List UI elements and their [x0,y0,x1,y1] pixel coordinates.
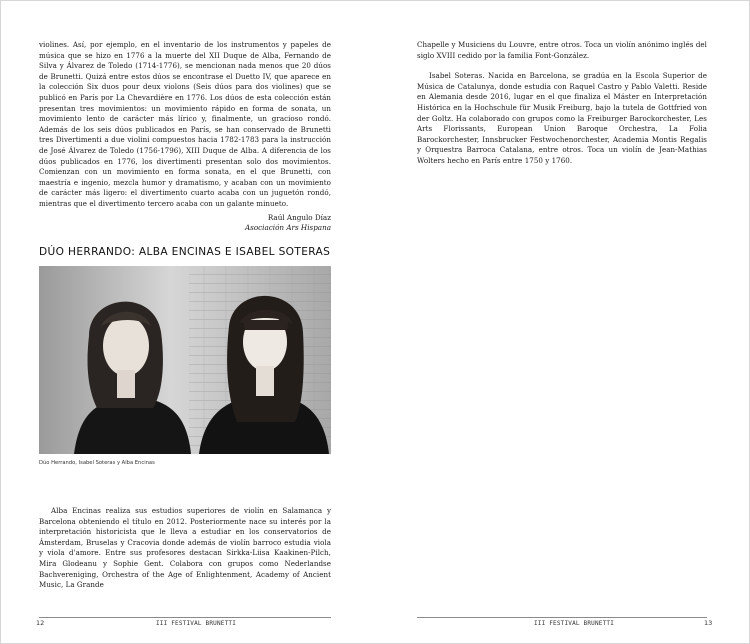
bio-continuation: Chapelle y Musiciens du Louvre, entre otros. Toca un violín anónimo inglés del siglo XVIII cedido por la familia Font-González. [417,40,707,60]
left-page [39,40,331,466]
duo-photo-image [39,266,331,454]
bio-alba-block [39,506,331,591]
left-footer-rule [39,617,331,618]
bio-alba: Alba Encinas realiza sus estudios superiores de violín en Salamanca y Barcelona obteniendo el título en 2012. Posteriormente nace su interés por la interpretación historicista que le lleva a estudiar en los conservatorios de Ámsterdam, Bruselas y Cracovia donde además de violín barroco estudia viola y viola d'amore. Entre sus profesores destacan Sirkka-Liisa Kaakinen-Pilch, Mira Glodeanu y Sophie Gent. Colabora con grupos como Nederlandse Bachvereniging, Orchestra of the Age of Enlightenment, Academy of Ancient Music, La Grande [39,506,331,590]
right-footer-rule [417,617,707,618]
right-footer-text: III FESTIVAL BRUNETTI [534,620,615,627]
left-footer-text: III FESTIVAL BRUNETTI [156,620,237,627]
section-title: DÚO HERRANDO: ALBA ENCINAS E ISABEL SOTERAS [39,245,331,258]
duo-photo [39,266,331,454]
photo-caption: Dúo Herrando, Isabel Soteras y Alba Encinas [39,459,155,466]
bio-isabel: Isabel Soteras. Nacida en Barcelona, se gradúa en la Escola Superior de Música de Catalunya, donde estudia con Raquel Castro y Pablo Valetti. Reside en Alemania desde 2016, lugar en el que finaliza el Máster en Interpretación Histórica en la Hochschule für Musik Freiburg, bajo la tutela de Gottfried von der Goltz. Ha colaborado con grupos como la Freiburger Barockorchester, Les Arts Florissants, European Union Baroque Orchestra, La Folia Barockorchester, Innsbrucker Festwochenorchester, Academia Montis Regalis y Orquestra Barroca Catalana, entre otros. Toca un violín de Jean-Mathias Wolters hecho en París entre 1750 y 1760. [417,71,707,165]
signature [39,213,331,233]
signature-org: Asociación Ars Hispana [244,222,331,232]
right-page-number: 13 [704,619,713,627]
left-page-number: 12 [36,619,45,627]
signature-name: Raúl Angulo Díaz [267,212,331,222]
right-page [417,40,707,167]
essay-text: violines. Así, por ejemplo, en el inventario de los instrumentos y papeles de música que se hizo en 1776 a la muerte del XII Duque de Alba, Fernando de Silva y Álvarez de Toledo (1714-1776), se mencionan nada menos que 20 dúos de Brunetti. Quizá entre estos dúos se encontrase el Duetto IV, que aparece en la colección Six duos pour deux violons (Seis dúos para dos violines) que se publicó en París por La Chevardière en 1776. Los dúos de esta colección están presentan tres movimientos: un movimiento rápido en forma de sonata, un movimiento lento de carácter más lírico y, finalmente, un gracioso rondó. Además de los seis dúos publicados en París, se han conservado de Brunetti tres Divertimenti a due violini compuestos hacia 1782-1783 para la instrucción de José Álvarez de Toledo (1756-1796), XIII Duque de Alba. A diferencia de los dúos publicados en 1776, los divertimenti presentan solo dos movimientos. Comienzan con un movimiento en forma sonata, en el que Brunetti, con maestría e ingenio, mezcla humor y dramatismo, y acaban con un movimiento de carácter más ligero: el divertimento cuarto acaba con un juguetón rondó, mientras que el divertimento tercero acaba con un galante minueto. [39,40,331,208]
